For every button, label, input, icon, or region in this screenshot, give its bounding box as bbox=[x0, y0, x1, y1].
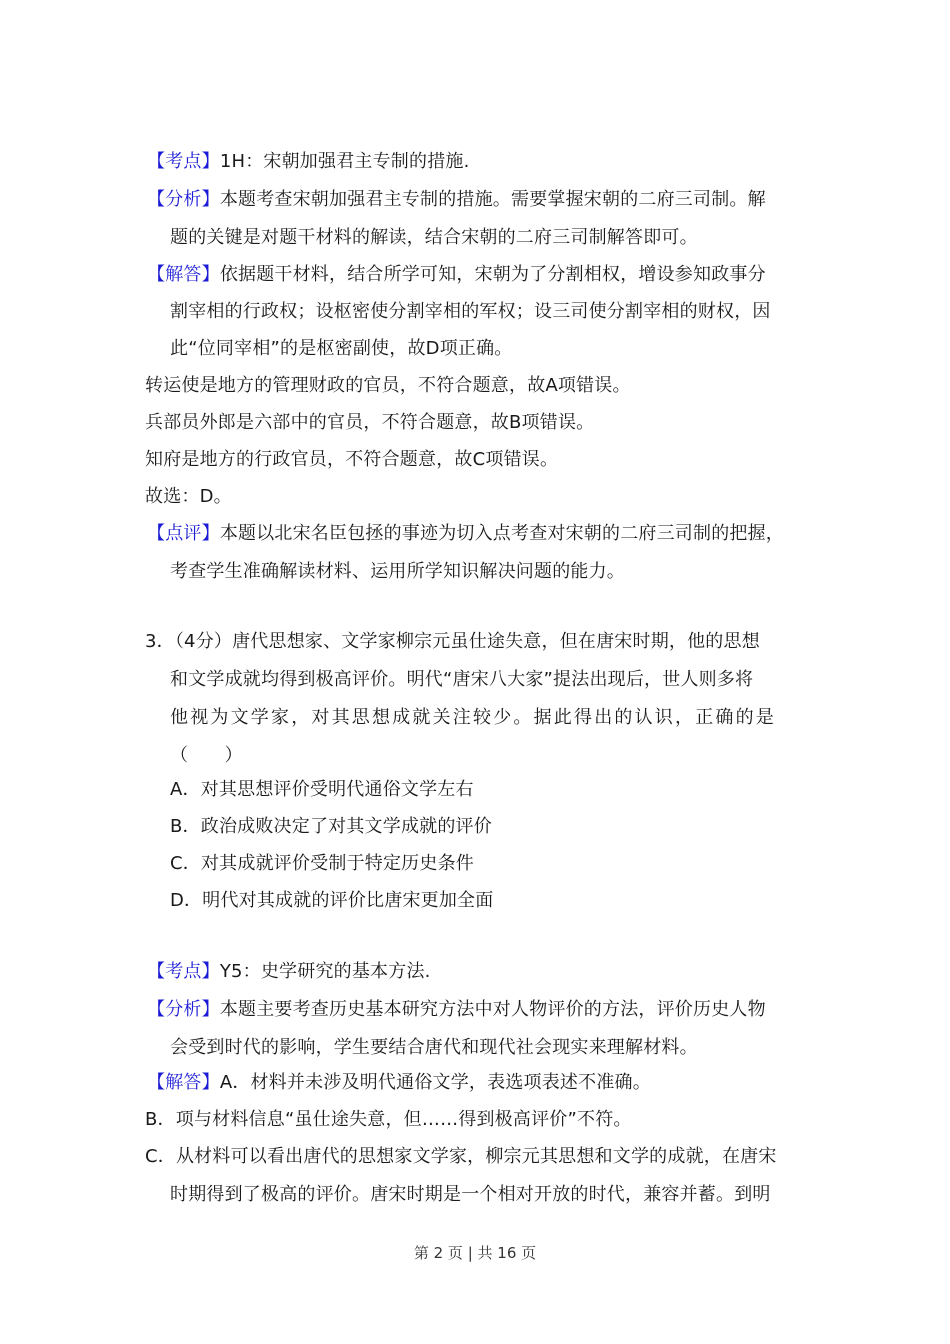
fenxi-text: 本题主要考查历史基本研究方法中对人物评价的方法，评价历史人物 bbox=[219, 999, 766, 1020]
option-b: B．政治成败决定了对其文学成就的评价 bbox=[170, 816, 492, 837]
explanation-line: C．从材料可以看出唐代的思想家文学家，柳宗元其思想和文学的成就，在唐宋 bbox=[145, 1146, 777, 1167]
jieda-line bbox=[147, 1071, 651, 1095]
question-stem: 和文学成就均得到极高评价。明代“唐宋八大家”提法出现后，世人则多将 bbox=[170, 669, 754, 690]
kaodian-text: 1H：宋朝加强君主专制的措施. bbox=[219, 151, 470, 172]
question-stem: 3．（4分）唐代思想家、文学家柳宗元虽仕途失意，但在唐宋时期，他的思想 bbox=[145, 631, 760, 652]
kaodian-text: Y5：史学研究的基本方法. bbox=[219, 961, 431, 982]
question-blank: （ ） bbox=[170, 745, 243, 766]
fenxi-tag: 【分析】 bbox=[147, 999, 220, 1020]
jieda-text: A．材料并未涉及明代通俗文学，表选项表述不准确。 bbox=[219, 1072, 651, 1093]
fenxi-text: 本题考查宋朝加强君主专制的措施。需要掌握宋朝的二府三司制。解 bbox=[219, 189, 766, 210]
page-number-footer: 第 2 页 | 共 16 页 bbox=[413, 1244, 537, 1262]
question-stem: 他视为文学家，对其思想成就关注较少。据此得出的认识，正确的是 bbox=[170, 707, 776, 728]
jieda-tag: 【解答】 bbox=[147, 264, 220, 285]
fenxi-line bbox=[147, 188, 766, 212]
fenxi-line bbox=[147, 998, 766, 1022]
dianping-line bbox=[147, 522, 784, 546]
kaodian-tag: 【考点】 bbox=[147, 151, 220, 172]
fenxi-line-cont: 会受到时代的影响，学生要结合唐代和现代社会现实来理解材料。 bbox=[170, 1037, 698, 1058]
kaodian-tag: 【考点】 bbox=[147, 961, 220, 982]
jieda-tag: 【解答】 bbox=[147, 1072, 220, 1093]
jieda-line-cont: 割宰相的行政权；设枢密使分割宰相的军权；设三司使分割宰相的财权，因 bbox=[170, 301, 771, 322]
option-c: C．对其成就评价受制于特定历史条件 bbox=[170, 853, 474, 874]
explanation-line-cont: 时期得到了极高的评价。唐宋时期是一个相对开放的时代，兼容并蓄。到明 bbox=[170, 1184, 771, 1205]
option-a: A．对其思想评价受明代通俗文学左右 bbox=[170, 779, 474, 800]
explanation-line: 兵部员外郎是六部中的官员，不符合题意，故B项错误。 bbox=[145, 412, 595, 433]
option-d: D．明代对其成就的评价比唐宋更加全面 bbox=[170, 890, 494, 911]
jieda-text: 依据题干材料，结合所学可知，宋朝为了分割相权，增设参知政事分 bbox=[219, 264, 766, 285]
answer-line: 故选：D。 bbox=[145, 486, 232, 507]
dianping-line-cont: 考查学生准确解读材料、运用所学知识解决问题的能力。 bbox=[170, 561, 625, 582]
kaodian-line bbox=[147, 960, 431, 984]
dianping-tag: 【点评】 bbox=[147, 523, 220, 544]
explanation-line: 知府是地方的行政官员，不符合题意，故C项错误。 bbox=[145, 449, 559, 470]
dianping-text: 本题以北宋名臣包拯的事迹为切入点考查对宋朝的二府三司制的把握， bbox=[219, 523, 785, 544]
explanation-line: B．项与材料信息“虽仕途失意，但……得到极高评价”不符。 bbox=[145, 1109, 632, 1130]
jieda-line-cont: 此“位同宰相”的是枢密副使，故D项正确。 bbox=[170, 338, 513, 359]
fenxi-tag: 【分析】 bbox=[147, 189, 220, 210]
jieda-line bbox=[147, 263, 766, 287]
explanation-line: 转运使是地方的管理财政的官员，不符合题意，故A项错误。 bbox=[145, 375, 631, 396]
fenxi-line-cont: 题的关键是对题干材料的解读，结合宋朝的二府三司制解答即可。 bbox=[170, 227, 698, 248]
kaodian-line bbox=[147, 150, 470, 174]
